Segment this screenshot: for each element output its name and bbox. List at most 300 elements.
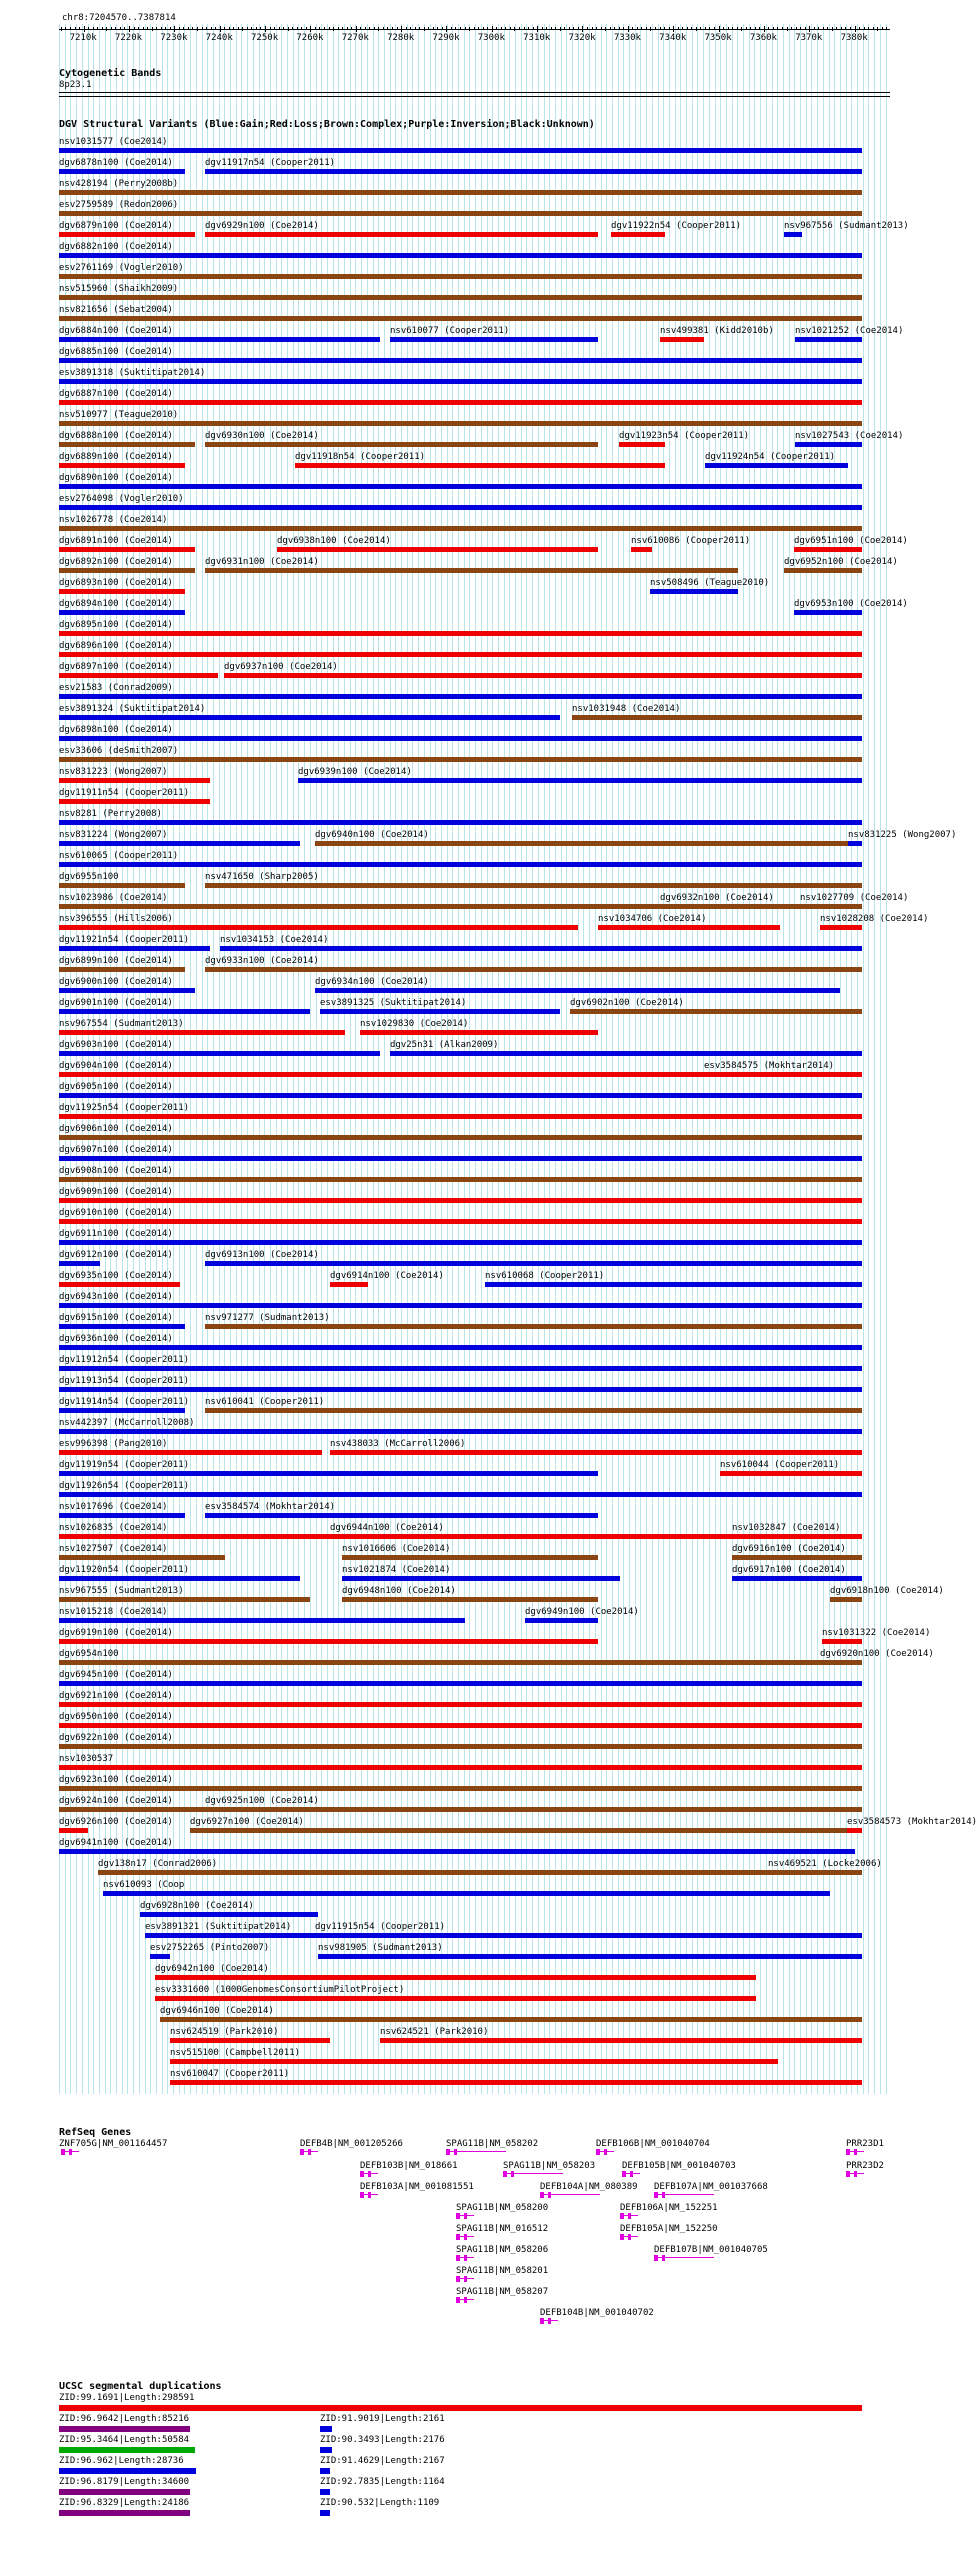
dgv-variant-bar[interactable] xyxy=(170,2059,778,2064)
segdup-bar[interactable] xyxy=(59,2510,190,2516)
dgv-variant-bar[interactable] xyxy=(59,1261,100,1266)
ruler-minor-tick xyxy=(750,27,751,29)
dgv-variant-bar[interactable] xyxy=(59,421,862,426)
dgv-variant-label: nsv1016606 (Coe2014) xyxy=(342,1544,451,1554)
dgv-variant-bar[interactable] xyxy=(631,547,652,552)
dgv-variant-label: dgv6949n100 (Coe2014) xyxy=(525,1607,639,1617)
dgv-variant-bar[interactable] xyxy=(830,1597,862,1602)
ruler-minor-tick xyxy=(79,27,80,29)
dgv-variant-bar[interactable] xyxy=(59,253,862,258)
dgv-variant-bar[interactable] xyxy=(59,673,218,678)
dgv-variant-bar[interactable] xyxy=(295,463,665,468)
refseq-exon xyxy=(548,2192,551,2198)
dgv-variant-label: dgv6893n100 (Coe2014) xyxy=(59,578,173,588)
refseq-gene-label: SPAG11B|NM_058202 xyxy=(446,2139,539,2149)
segdup-bar[interactable] xyxy=(320,2489,330,2495)
dgv-variant-bar[interactable] xyxy=(205,1324,862,1329)
dgv-variant-bar[interactable] xyxy=(59,1093,862,1098)
dgv-variant-bar[interactable] xyxy=(59,379,862,384)
dgv-variant-bar[interactable] xyxy=(660,337,704,342)
dgv-variant-bar[interactable] xyxy=(59,1219,862,1224)
dgv-variant-bar[interactable] xyxy=(59,295,862,300)
dgv-variant-bar[interactable] xyxy=(59,1387,862,1392)
dgv-variant-bar[interactable] xyxy=(59,1765,862,1770)
dgv-variant-label: dgv6944n100 (Coe2014) xyxy=(330,1523,444,1533)
dgv-variant-label: dgv11922n54 (Cooper2011) xyxy=(611,221,742,231)
refseq-exon xyxy=(620,2234,624,2240)
dgv-variant-bar[interactable] xyxy=(59,1114,862,1119)
segdup-bar[interactable] xyxy=(320,2510,330,2516)
dgv-variant-bar[interactable] xyxy=(59,169,185,174)
ruler-minor-tick xyxy=(687,27,688,29)
dgv-variant-bar[interactable] xyxy=(59,568,195,573)
dgv-variant-bar[interactable] xyxy=(390,337,598,342)
segdup-bar[interactable] xyxy=(59,2468,196,2474)
ruler-minor-tick xyxy=(487,27,488,29)
dgv-variant-bar[interactable] xyxy=(59,841,300,846)
ruler-minor-tick xyxy=(70,27,71,29)
dgv-variant-label: nsv831225 (Wong2007) xyxy=(848,830,957,840)
dgv-variant-bar[interactable] xyxy=(59,715,560,720)
dgv-variant-bar[interactable] xyxy=(315,1933,862,1938)
dgv-variant-bar[interactable] xyxy=(205,1513,598,1518)
dgv-variant-bar[interactable] xyxy=(59,505,862,510)
dgv-variant-bar[interactable] xyxy=(59,190,862,195)
dgv-variant-bar[interactable] xyxy=(59,1051,380,1056)
dgv-variant-bar[interactable] xyxy=(59,1408,185,1413)
dgv-variant-bar[interactable] xyxy=(330,1282,368,1287)
ruler-minor-tick xyxy=(587,27,588,29)
dgv-variant-bar[interactable] xyxy=(59,1576,300,1581)
dgv-variant-bar[interactable] xyxy=(390,1051,862,1056)
ruler-tick-label: 7340k xyxy=(659,33,687,43)
refseq-exon xyxy=(854,2149,857,2155)
dgv-variant-label: dgv6927n100 (Coe2014) xyxy=(190,1817,304,1827)
dgv-variant-bar[interactable] xyxy=(155,1975,756,1980)
dgv-variant-label: dgv6945n100 (Coe2014) xyxy=(59,1670,173,1680)
dgv-variant-bar[interactable] xyxy=(318,1954,862,1959)
dgv-variant-label: dgv11914n54 (Cooper2011) xyxy=(59,1397,190,1407)
dgv-variant-bar[interactable] xyxy=(59,610,185,615)
dgv-variant-label: esv2761169 (Vogler2010) xyxy=(59,263,184,273)
ruler-tick-label: 7300k xyxy=(477,33,505,43)
ruler-minor-tick xyxy=(886,27,887,29)
dgv-variant-label: nsv831223 (Wong2007) xyxy=(59,767,168,777)
dgv-variant-label: dgv6911n100 (Coe2014) xyxy=(59,1229,173,1239)
dgv-variant-label: dgv6900n100 (Coe2014) xyxy=(59,977,173,987)
ruler-minor-tick xyxy=(138,27,139,29)
dgv-variant-bar[interactable] xyxy=(59,925,578,930)
dgv-variant-bar[interactable] xyxy=(848,841,862,846)
ruler-minor-tick xyxy=(374,27,375,29)
dgv-variant-bar[interactable] xyxy=(205,568,738,573)
dgv-variant-bar[interactable] xyxy=(732,1534,862,1539)
dgv-variant-bar[interactable] xyxy=(59,904,862,909)
dgv-variant-label: dgv6918n100 (Coe2014) xyxy=(830,1586,944,1596)
dgv-variant-bar[interactable] xyxy=(59,1366,862,1371)
dgv-variant-bar[interactable] xyxy=(705,463,848,468)
dgv-variant-bar[interactable] xyxy=(59,1597,310,1602)
segdup-label: ZID:96.8179|Length:34600 xyxy=(59,2477,190,2487)
dgv-variant-bar[interactable] xyxy=(59,778,210,783)
dgv-variant-bar[interactable] xyxy=(315,988,840,993)
dgv-variant-label: nsv515960 (Shaikh2009) xyxy=(59,284,179,294)
ruler-minor-tick xyxy=(832,27,833,31)
ruler-tick-label: 7350k xyxy=(704,33,732,43)
dgv-variant-label: dgv6878n100 (Coe2014) xyxy=(59,158,173,168)
ruler-minor-tick xyxy=(505,27,506,29)
ruler-minor-tick xyxy=(510,27,511,29)
ruler-minor-tick xyxy=(197,27,198,31)
ruler-minor-tick xyxy=(102,27,103,29)
refseq-exon xyxy=(540,2192,544,2198)
dgv-variant-bar[interactable] xyxy=(277,547,598,552)
ruler-tick-label: 7210k xyxy=(69,33,97,43)
dgv-variant-label: dgv6895n100 (Coe2014) xyxy=(59,620,173,630)
dgv-variant-label: dgv6941n100 (Coe2014) xyxy=(59,1838,173,1848)
dgv-variant-bar[interactable] xyxy=(59,1849,855,1854)
ruler-minor-tick xyxy=(827,27,828,29)
dgv-variant-bar[interactable] xyxy=(342,1576,620,1581)
ruler-tick-label: 7280k xyxy=(387,33,415,43)
cytoband-name: 8p23.1 xyxy=(59,80,92,90)
dgv-variant-bar[interactable] xyxy=(59,1303,862,1308)
segdup-bar[interactable] xyxy=(320,2447,332,2453)
dgv-variant-bar[interactable] xyxy=(59,1723,862,1728)
dgv-variant-label: nsv1017696 (Coe2014) xyxy=(59,1502,168,1512)
dgv-variant-bar[interactable] xyxy=(205,442,598,447)
dgv-variant-bar[interactable] xyxy=(170,2080,862,2085)
dgv-variant-bar[interactable] xyxy=(59,652,862,657)
dgv-variant-label: esv3891324 (Suktitipat2014) xyxy=(59,704,206,714)
dgv-variant-bar[interactable] xyxy=(59,1198,862,1203)
ruler-tick-label: 7290k xyxy=(432,33,460,43)
dgv-variant-bar[interactable] xyxy=(732,1555,862,1560)
dgv-variant-bar[interactable] xyxy=(59,1828,88,1833)
refseq-exon xyxy=(630,2171,633,2177)
ruler-minor-tick xyxy=(682,27,683,29)
segdup-bar[interactable] xyxy=(59,2489,190,2495)
ruler-minor-tick xyxy=(483,27,484,29)
dgv-variant-bar[interactable] xyxy=(59,337,380,342)
dgv-variant-label: nsv610044 (Cooper2011) xyxy=(720,1460,840,1470)
dgv-variant-bar[interactable] xyxy=(190,1828,862,1833)
dgv-variant-bar[interactable] xyxy=(59,967,185,972)
dgv-variant-bar[interactable] xyxy=(140,1912,318,1917)
dgv-variant-bar[interactable] xyxy=(660,904,740,909)
ruler-minor-tick xyxy=(465,27,466,29)
dgv-variant-bar[interactable] xyxy=(59,589,185,594)
dgv-variant-bar[interactable] xyxy=(784,568,862,573)
segdup-bar[interactable] xyxy=(59,2426,190,2432)
dgv-variant-bar[interactable] xyxy=(525,1618,598,1623)
dgv-variant-label: nsv1034706 (Coe2014) xyxy=(598,914,707,924)
ruler-minor-tick xyxy=(147,27,148,29)
dgv-variant-label: dgv6953n100 (Coe2014) xyxy=(794,599,908,609)
dgv-variant-bar[interactable] xyxy=(847,1828,862,1833)
refseq-gene-label: DEFB103A|NM_001081551 xyxy=(360,2182,474,2192)
dgv-variant-bar[interactable] xyxy=(619,442,665,447)
ruler-minor-tick xyxy=(446,27,447,31)
dgv-variant-bar[interactable] xyxy=(220,946,862,951)
ruler-minor-tick xyxy=(737,27,738,29)
dgv-variant-bar[interactable] xyxy=(820,1660,862,1665)
dgv-variant-bar[interactable] xyxy=(59,1660,862,1665)
dgv-variant-bar[interactable] xyxy=(59,1555,225,1560)
dgv-variant-bar[interactable] xyxy=(704,1072,862,1077)
dgv-variant-bar[interactable] xyxy=(59,1324,185,1329)
dgv-variant-bar[interactable] xyxy=(800,904,862,909)
dgv-variant-bar[interactable] xyxy=(650,589,738,594)
dgv-variant-bar[interactable] xyxy=(59,1492,862,1497)
dgv-variant-bar[interactable] xyxy=(59,211,862,216)
ruler-minor-tick xyxy=(279,27,280,29)
dgv-variant-bar[interactable] xyxy=(59,358,862,363)
dgv-variant-label: esv3891318 (Suktitipat2014) xyxy=(59,368,206,378)
ruler-minor-tick xyxy=(378,27,379,31)
dgv-variant-label: dgv6899n100 (Coe2014) xyxy=(59,956,173,966)
segdup-bar[interactable] xyxy=(59,2447,195,2453)
dgv-variant-bar[interactable] xyxy=(820,925,862,930)
dgv-variant-bar[interactable] xyxy=(330,1450,862,1455)
dgv-variant-bar[interactable] xyxy=(342,1597,598,1602)
dgv-variant-label: dgv11925n54 (Cooper2011) xyxy=(59,1103,190,1113)
dgv-variant-label: nsv438033 (McCarroll2006) xyxy=(330,1439,466,1449)
dgv-variant-bar[interactable] xyxy=(59,1135,862,1140)
dgv-variant-label: nsv396555 (Hills2006) xyxy=(59,914,173,924)
ruler-minor-tick xyxy=(578,27,579,29)
dgv-variant-bar[interactable] xyxy=(205,967,862,972)
dgv-variant-bar[interactable] xyxy=(59,946,210,951)
ruler-minor-tick xyxy=(229,27,230,29)
dgv-variant-label: dgv6910n100 (Coe2014) xyxy=(59,1208,173,1218)
dgv-variant-bar[interactable] xyxy=(59,1618,465,1623)
dgv-variant-bar[interactable] xyxy=(795,337,862,342)
dgv-variant-bar[interactable] xyxy=(205,232,598,237)
dgv-variant-bar[interactable] xyxy=(59,1156,862,1161)
dgv-variant-bar[interactable] xyxy=(485,1282,862,1287)
dgv-variant-label: esv21583 (Conrad2009) xyxy=(59,683,173,693)
ruler-minor-tick xyxy=(582,27,583,31)
ruler-minor-tick xyxy=(855,27,856,31)
dgv-variant-bar[interactable] xyxy=(59,547,195,552)
dgv-variant-bar[interactable] xyxy=(380,2038,862,2043)
dgv-variant-label: dgv6934n100 (Coe2014) xyxy=(315,977,429,987)
dgv-variant-label: dgv6929n100 (Coe2014) xyxy=(205,221,319,231)
ruler-minor-tick xyxy=(333,27,334,31)
dgv-variant-bar[interactable] xyxy=(59,1282,180,1287)
dgv-variant-bar[interactable] xyxy=(768,1870,862,1875)
dgv-variant-bar[interactable] xyxy=(784,232,802,237)
dgv-variant-bar[interactable] xyxy=(59,820,862,825)
dgv-variant-bar[interactable] xyxy=(795,442,862,447)
ruler-minor-tick xyxy=(401,27,402,31)
refseq-gene-label: DEFB106A|NM_152251 xyxy=(620,2203,718,2213)
dgv-variant-bar[interactable] xyxy=(59,316,862,321)
dgv-variant-label: dgv6940n100 (Coe2014) xyxy=(315,830,429,840)
dgv-variant-bar[interactable] xyxy=(59,631,862,636)
ruler-minor-tick xyxy=(315,27,316,29)
dgv-variant-bar[interactable] xyxy=(59,148,862,153)
refseq-exon xyxy=(308,2149,311,2155)
refseq-gene-label: DEFB107B|NM_001040705 xyxy=(654,2245,768,2255)
ruler-minor-tick xyxy=(310,27,311,31)
ruler-minor-tick xyxy=(351,27,352,29)
dgv-variant-label: nsv1031577 (Coe2014) xyxy=(59,137,168,147)
dgv-variant-label: nsv1027543 (Coe2014) xyxy=(795,431,904,441)
dgv-variant-label: dgv6908n100 (Coe2014) xyxy=(59,1166,173,1176)
dgv-variant-bar[interactable] xyxy=(59,484,862,489)
ruler-minor-tick xyxy=(428,27,429,29)
dgv-variant-label: dgv6914n100 (Coe2014) xyxy=(330,1271,444,1281)
ruler-minor-tick xyxy=(170,27,171,29)
ruler-minor-tick xyxy=(347,27,348,29)
ruler-minor-tick xyxy=(705,27,706,29)
dgv-variant-bar[interactable] xyxy=(59,1429,862,1434)
refseq-exon xyxy=(604,2149,607,2155)
ruler-minor-tick xyxy=(555,27,556,29)
dgv-variant-bar[interactable] xyxy=(59,988,195,993)
dgv-variant-label: nsv624521 (Park2010) xyxy=(380,2027,489,2037)
dgv-variant-bar[interactable] xyxy=(572,715,862,720)
ruler-minor-tick xyxy=(143,27,144,29)
ruler-minor-tick xyxy=(641,27,642,29)
ruler-minor-tick xyxy=(501,27,502,29)
dgv-variant-bar[interactable] xyxy=(59,1513,185,1518)
dgv-variant-bar[interactable] xyxy=(59,400,862,405)
dgv-variant-bar[interactable] xyxy=(205,1807,862,1812)
refseq-exon xyxy=(360,2171,364,2177)
dgv-variant-bar[interactable] xyxy=(298,778,862,783)
refseq-exon xyxy=(464,2255,467,2261)
segdup-bar[interactable] xyxy=(59,2405,862,2411)
dgv-variant-bar[interactable] xyxy=(59,1471,598,1476)
dgv-variant-label: dgv6932n100 (Coe2014) xyxy=(660,893,774,903)
ruler-minor-tick xyxy=(800,27,801,29)
dgv-variant-bar[interactable] xyxy=(59,1786,862,1791)
dgv-variant-bar[interactable] xyxy=(59,1009,310,1014)
dgv-variant-bar[interactable] xyxy=(103,1891,830,1896)
dgv-variant-bar[interactable] xyxy=(59,1639,598,1644)
segdup-bar[interactable] xyxy=(320,2426,332,2432)
dgv-variant-bar[interactable] xyxy=(59,442,195,447)
dgv-variant-bar[interactable] xyxy=(59,1345,862,1350)
dgv-variant-bar[interactable] xyxy=(59,1744,862,1749)
ruler-minor-tick xyxy=(152,27,153,31)
dgv-variant-label: dgv6894n100 (Coe2014) xyxy=(59,599,173,609)
dgv-variant-bar[interactable] xyxy=(360,1030,598,1035)
ruler-minor-tick xyxy=(202,27,203,29)
segdup-bar[interactable] xyxy=(320,2468,330,2474)
ruler-minor-tick xyxy=(288,27,289,31)
dgv-variant-label: dgv6879n100 (Coe2014) xyxy=(59,221,173,231)
dgv-variant-bar[interactable] xyxy=(160,2017,862,2022)
dgv-variant-bar[interactable] xyxy=(59,1702,862,1707)
dgv-variant-bar[interactable] xyxy=(224,673,862,678)
dgv-variant-bar[interactable] xyxy=(59,883,185,888)
refseq-exon xyxy=(446,2149,450,2155)
ruler-tick-label: 7360k xyxy=(749,33,777,43)
dgv-variant-label: dgv6938n100 (Coe2014) xyxy=(277,536,391,546)
dgv-variant-bar[interactable] xyxy=(794,547,862,552)
dgv-variant-bar[interactable] xyxy=(59,1681,862,1686)
ruler-minor-tick xyxy=(297,27,298,29)
dgv-variant-label: dgv11923n54 (Cooper2011) xyxy=(619,431,750,441)
ruler-minor-tick xyxy=(106,27,107,31)
refseq-gene-label: SPAG11B|NM_058207 xyxy=(456,2287,549,2297)
refseq-exon xyxy=(654,2192,658,2198)
dgv-variant-label: esv996398 (Pang2010) xyxy=(59,1439,168,1449)
dgv-variant-bar[interactable] xyxy=(205,169,862,174)
ruler-minor-tick xyxy=(424,27,425,31)
dgv-variant-bar[interactable] xyxy=(342,1555,598,1560)
dgv-variant-bar[interactable] xyxy=(150,1954,170,1959)
ruler-minor-tick xyxy=(129,27,130,31)
dgv-variant-bar[interactable] xyxy=(320,1009,560,1014)
dgv-variant-bar[interactable] xyxy=(170,2038,330,2043)
dgv-variant-bar[interactable] xyxy=(59,736,862,741)
dgv-variant-bar[interactable] xyxy=(59,799,210,804)
dgv-variant-label: nsv1030537 xyxy=(59,1754,114,1764)
dgv-variant-label: dgv6946n100 (Coe2014) xyxy=(160,2006,274,2016)
dgv-variant-bar[interactable] xyxy=(59,463,185,468)
ruler-tick-label: 7260k xyxy=(296,33,324,43)
dgv-variant-bar[interactable] xyxy=(720,1471,862,1476)
dgv-variant-label: nsv967554 (Sudmant2013) xyxy=(59,1019,184,1029)
ruler-minor-tick xyxy=(723,27,724,29)
dgv-variant-bar[interactable] xyxy=(59,1177,862,1182)
ruler-minor-tick xyxy=(623,27,624,29)
dgv-variant-label: dgv11918n54 (Cooper2011) xyxy=(295,452,426,462)
dgv-variant-bar[interactable] xyxy=(205,1408,862,1413)
dgv-variant-bar[interactable] xyxy=(59,1030,345,1035)
dgv-variant-bar[interactable] xyxy=(59,526,862,531)
refseq-exon xyxy=(61,2149,65,2155)
dgv-variant-label: dgv11912n54 (Cooper2011) xyxy=(59,1355,190,1365)
refseq-exon xyxy=(511,2171,514,2177)
dgv-variant-bar[interactable] xyxy=(98,1870,862,1875)
dgv-variant-bar[interactable] xyxy=(59,274,862,279)
dgv-variant-bar[interactable] xyxy=(598,925,780,930)
dgv-variant-bar[interactable] xyxy=(59,694,862,699)
dgv-variant-bar[interactable] xyxy=(59,1450,322,1455)
dgv-variant-bar[interactable] xyxy=(732,1576,862,1581)
ruler-minor-tick xyxy=(637,27,638,29)
ruler-minor-tick xyxy=(365,27,366,29)
ruler-minor-tick xyxy=(455,27,456,29)
dgv-variant-bar[interactable] xyxy=(205,883,862,888)
dgv-variant-label: dgv6955n100 xyxy=(59,872,119,882)
dgv-variant-bar[interactable] xyxy=(59,1240,862,1245)
ruler-minor-tick xyxy=(124,27,125,29)
ruler-minor-tick xyxy=(134,27,135,29)
dgv-variant-bar[interactable] xyxy=(205,1261,862,1266)
dgv-variant-bar[interactable] xyxy=(59,232,195,237)
dgv-variant-bar[interactable] xyxy=(59,757,862,762)
dgv-variant-bar[interactable] xyxy=(611,232,665,237)
dgv-variant-bar[interactable] xyxy=(59,862,862,867)
ruler-minor-tick xyxy=(242,27,243,31)
ruler-minor-tick xyxy=(796,27,797,29)
dgv-variant-bar[interactable] xyxy=(794,610,862,615)
dgv-variant-bar[interactable] xyxy=(155,1996,756,2001)
ruler-minor-tick xyxy=(691,27,692,29)
ruler-minor-tick xyxy=(845,27,846,29)
dgv-variant-bar[interactable] xyxy=(570,1009,862,1014)
dgv-variant-bar[interactable] xyxy=(315,841,862,846)
dgv-variant-bar[interactable] xyxy=(822,1639,862,1644)
segdup-label: ZID:90.532|Length:1109 xyxy=(320,2498,440,2508)
